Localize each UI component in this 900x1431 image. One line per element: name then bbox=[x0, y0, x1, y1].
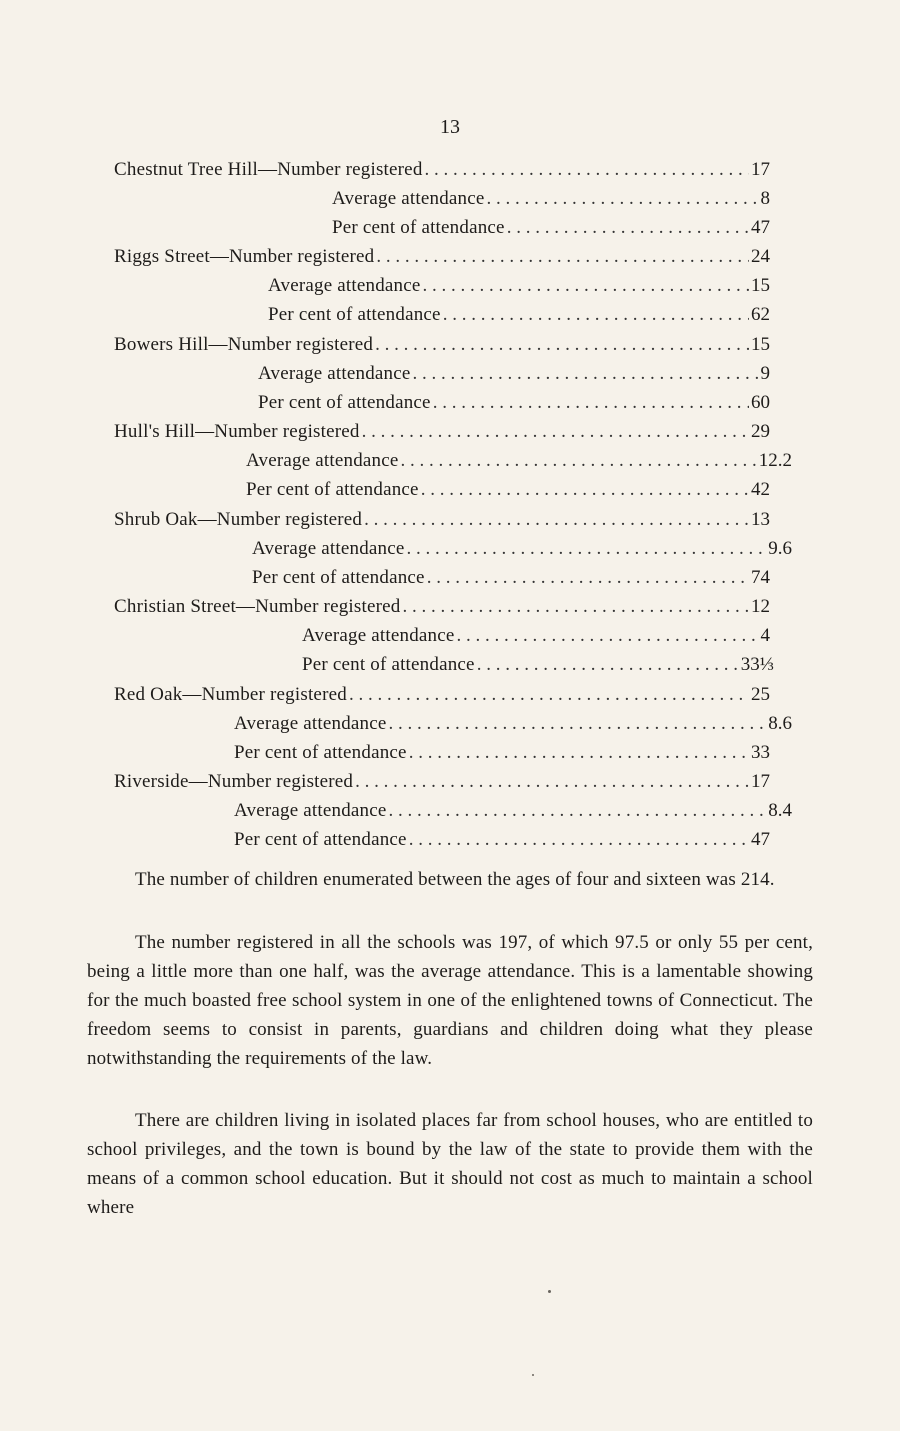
row-label: Bowers Hill—Number registered bbox=[114, 334, 374, 355]
row-value: 9.6 bbox=[768, 538, 792, 559]
leader-dots bbox=[421, 475, 749, 504]
row-value: 17 bbox=[751, 771, 770, 792]
leader-dots bbox=[407, 534, 767, 563]
row-value: 17 bbox=[751, 159, 770, 180]
row-value: 25 bbox=[751, 684, 770, 705]
table-row bbox=[114, 417, 770, 446]
row-value: 33⅓ bbox=[740, 654, 774, 675]
row-value: 12 bbox=[751, 596, 770, 617]
row-label: Average attendance bbox=[234, 713, 387, 734]
table-row bbox=[268, 271, 770, 300]
row-label: Per cent of attendance bbox=[234, 829, 407, 850]
row-label: Per cent of attendance bbox=[246, 479, 419, 500]
table-row bbox=[302, 621, 770, 650]
paragraph-isolated-places bbox=[87, 1106, 813, 1222]
row-value: 42 bbox=[751, 479, 770, 500]
leader-dots bbox=[457, 621, 759, 650]
table-row bbox=[114, 242, 770, 271]
row-value: 15 bbox=[751, 275, 770, 296]
table-row bbox=[114, 155, 770, 184]
paragraph-text: There are children living in isolated places far from school houses, who are entitled to school privileges, and the town is bound by the law of the state to provide them with the means of a common school education. But it should not cost as much to maintain a school where bbox=[87, 1110, 813, 1218]
table-row bbox=[114, 505, 770, 534]
paragraph-registration bbox=[87, 928, 813, 1073]
row-value: 47 bbox=[751, 217, 770, 238]
row-value: 15 bbox=[751, 334, 770, 355]
row-label: Per cent of attendance bbox=[332, 217, 505, 238]
table-row bbox=[246, 446, 792, 475]
row-label: Average attendance bbox=[246, 450, 399, 471]
paragraph-enumeration bbox=[87, 865, 813, 894]
table-row bbox=[252, 563, 770, 592]
row-label: Chestnut Tree Hill—Number registered bbox=[114, 159, 423, 180]
row-value: 29 bbox=[751, 421, 770, 442]
row-label: Per cent of attendance bbox=[234, 742, 407, 763]
table-row bbox=[234, 825, 770, 854]
table-row bbox=[234, 796, 792, 825]
leader-dots bbox=[477, 650, 739, 679]
table-row bbox=[268, 300, 770, 329]
page-number: 13 bbox=[440, 116, 460, 138]
row-label: Average attendance bbox=[252, 538, 405, 559]
paper-speck bbox=[532, 1374, 534, 1376]
leader-dots bbox=[507, 213, 749, 242]
leader-dots bbox=[349, 680, 749, 709]
leader-dots bbox=[423, 271, 749, 300]
row-label: Red Oak—Number registered bbox=[114, 684, 347, 705]
leader-dots bbox=[443, 300, 749, 329]
row-label: Average attendance bbox=[234, 800, 387, 821]
row-label: Riverside—Number registered bbox=[114, 771, 354, 792]
paragraph-text: The number of children enumerated between the ages of four and sixteen was 214. bbox=[135, 869, 775, 890]
row-value: 47 bbox=[751, 829, 770, 850]
leader-dots bbox=[409, 825, 749, 854]
table-row bbox=[114, 767, 770, 796]
row-label: Hull's Hill—Number registered bbox=[114, 421, 360, 442]
leader-dots bbox=[402, 592, 749, 621]
leader-dots bbox=[376, 242, 749, 271]
leader-dots bbox=[427, 563, 749, 592]
table-row bbox=[114, 680, 770, 709]
row-label: Average attendance bbox=[302, 625, 455, 646]
table-row bbox=[252, 534, 792, 563]
row-value: 8.4 bbox=[768, 800, 792, 821]
leader-dots bbox=[362, 417, 749, 446]
table-row bbox=[114, 592, 770, 621]
row-value: 4 bbox=[760, 625, 770, 646]
row-value: 60 bbox=[751, 392, 770, 413]
paragraph-text: The number registered in all the schools was 197, of which 97.5 or only 55 per cent, being a little more than one half, was the average attendance. This is a lamentable showing for the much boasted free school system in one of the enlightened towns of Connecticut. The freedom seems to consist in parents, guardians and children doing what they please notwithstanding the requirements of the law. bbox=[87, 932, 813, 1069]
row-label: Average attendance bbox=[332, 188, 485, 209]
row-value: 13 bbox=[751, 509, 770, 530]
row-label: Per cent of attendance bbox=[302, 654, 475, 675]
leader-dots bbox=[389, 796, 767, 825]
row-label: Average attendance bbox=[258, 363, 411, 384]
leader-dots bbox=[425, 155, 749, 184]
table-row bbox=[258, 359, 770, 388]
leader-dots bbox=[375, 330, 749, 359]
leader-dots bbox=[355, 767, 749, 796]
table-row bbox=[258, 388, 770, 417]
table-row bbox=[246, 475, 770, 504]
row-value: 24 bbox=[751, 246, 770, 267]
leader-dots bbox=[389, 709, 767, 738]
table-row bbox=[332, 213, 770, 242]
row-value: 12.2 bbox=[758, 450, 792, 471]
table-row bbox=[234, 709, 792, 738]
row-label: Riggs Street—Number registered bbox=[114, 246, 375, 267]
row-value: 9 bbox=[760, 363, 770, 384]
row-value: 8.6 bbox=[768, 713, 792, 734]
row-label: Average attendance bbox=[268, 275, 421, 296]
table-row bbox=[114, 330, 770, 359]
leader-dots bbox=[433, 388, 749, 417]
leader-dots bbox=[487, 184, 759, 213]
table-row bbox=[302, 650, 774, 679]
row-label: Shrub Oak—Number registered bbox=[114, 509, 363, 530]
row-label: Per cent of attendance bbox=[268, 304, 441, 325]
row-label: Per cent of attendance bbox=[258, 392, 431, 413]
row-value: 33 bbox=[751, 742, 770, 763]
row-value: 62 bbox=[751, 304, 770, 325]
row-value: 8 bbox=[760, 188, 770, 209]
row-label: Christian Street—Number registered bbox=[114, 596, 401, 617]
paper-speck bbox=[548, 1290, 551, 1293]
leader-dots bbox=[409, 738, 749, 767]
leader-dots bbox=[401, 446, 757, 475]
table-row bbox=[332, 184, 770, 213]
row-label: Per cent of attendance bbox=[252, 567, 425, 588]
leader-dots bbox=[364, 505, 749, 534]
table-row bbox=[234, 738, 770, 767]
leader-dots bbox=[413, 359, 759, 388]
row-value: 74 bbox=[751, 567, 770, 588]
